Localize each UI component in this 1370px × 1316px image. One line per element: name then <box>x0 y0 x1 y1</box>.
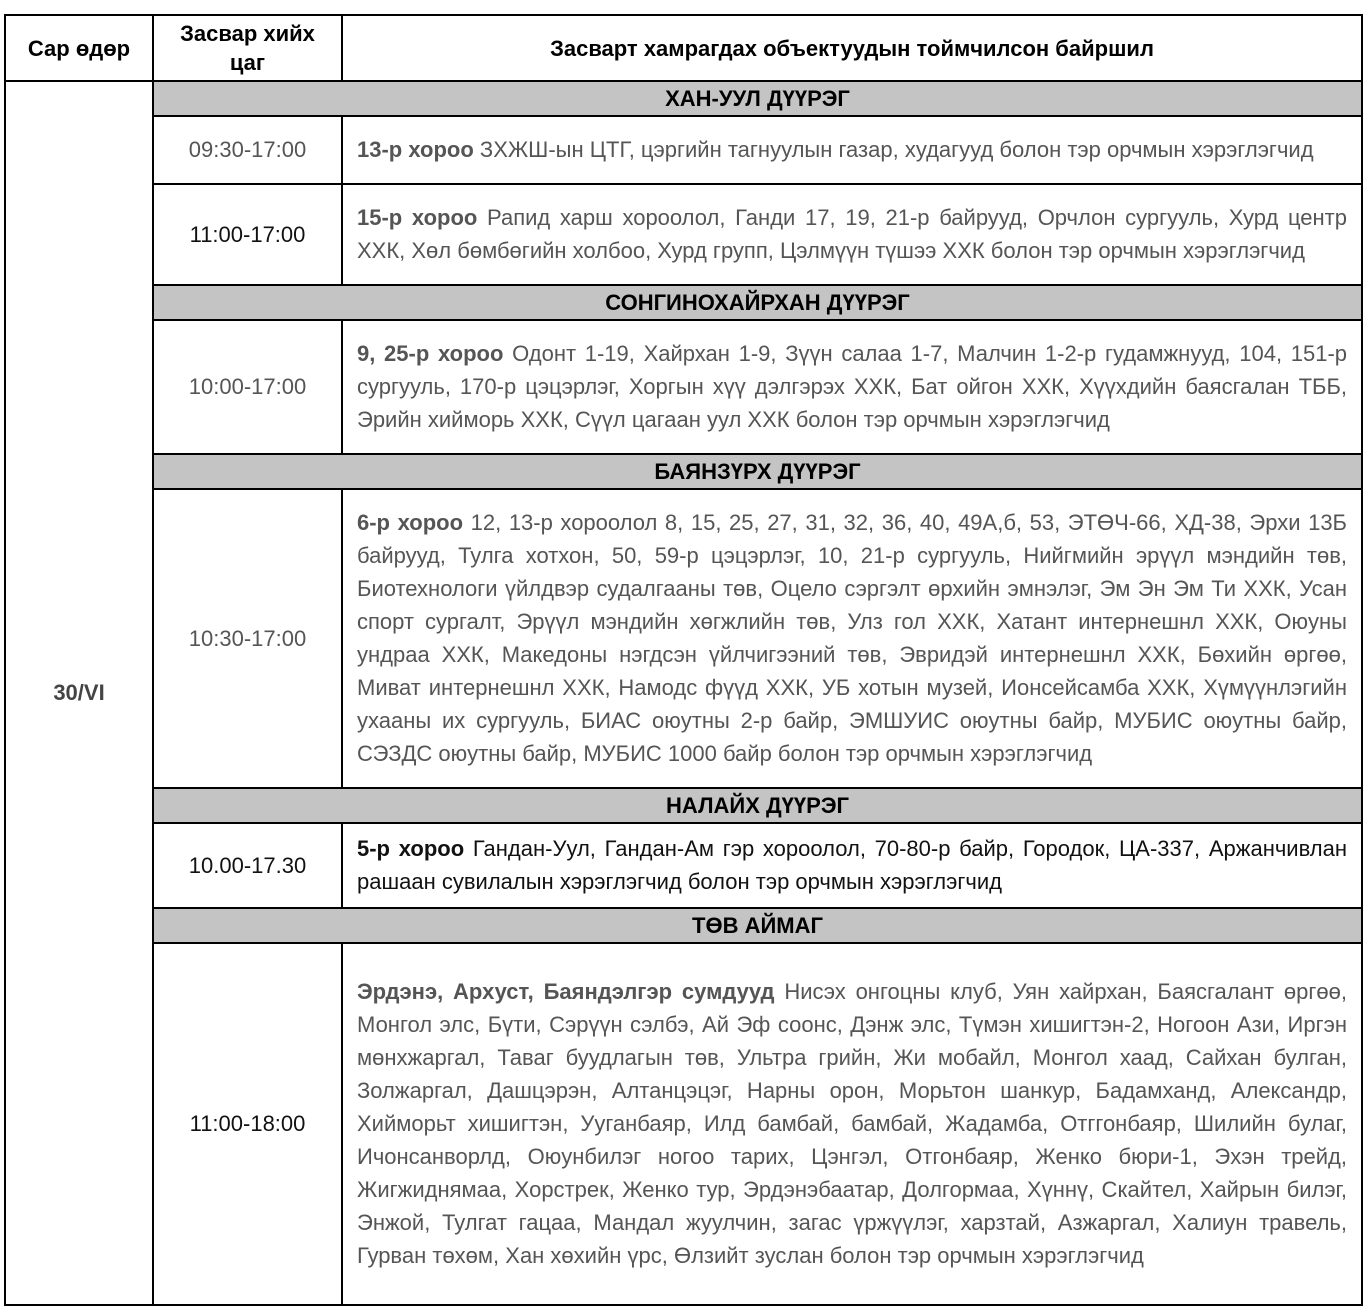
header-time: Засвар хийх цаг <box>153 15 342 81</box>
time-cell: 09:30-17:00 <box>153 116 342 184</box>
district-row <box>5 454 1362 489</box>
header-location: Засварт хамрагдах объектуудын тоймчилсон байршил <box>342 15 1362 81</box>
location-cell <box>342 116 1362 184</box>
location-text: Нисэх онгоцны клуб, Уян хайрхан, Баясгалант өргөө, Монгол элс, Бүти, Сэрүүн сэлбэ, Ай Эф соонс, Дэнж элс, Түмэн хишигтэн-2, Ногоон Ази, Иргэн мөнхжаргал, Таваг буудлагын төв, Ультра грийн, Жи мобайл, Монгол хаад, Сайхан булган, Золжаргал, Дашцэрэн, Алтанцэцэг, Нарны орон, Морьтон шанкур, Бадамханд, Александр, Хийморьт хишигтэн, Ууганбаяр, Илд бамбай, бамбай, Жадамба, Отггонбаяр, Шилийн булаг, Ичонсанворлд, Оюунбилэг ногоо тарих, Цэнгэл, Отгонбаяр, Женко бюри-1, Эхэн трейд, Жигжиднямаа, Хорстрек, Женко тур, Эрдэнэбаатар, Долгормаа, Хүннү, Скайтел, Хайрын билэг, Энжой, Тулгат гацаа, Мандал жуулчин, загас үржүүлэг, харзтай, Азжаргал, Халиун травель, Гурван төхөм, Хан хөхийн үрс, Өлзийт зуслан болон тэр орчмын хэрэглэгчид <box>357 979 1348 1268</box>
time-cell: 11:00-18:00 <box>153 943 342 1305</box>
district-name: ТӨВ АЙМАГ <box>153 908 1362 943</box>
khoroo-label: 13-р хороо <box>357 137 474 162</box>
table-row <box>5 320 1362 454</box>
khoroo-label: 9, 25-р хороо <box>357 341 504 366</box>
location-text: 12, 13-р хороолол 8, 15, 25, 27, 31, 32, 36, 40, 49А,б, 53, ЭТӨЧ-66, ХД-38, Эрхи 13Б байрууд, Тулга хотхон, 50, 59-р цэцэрлэг, 10, 21-р сургууль, Нийгмийн эрүүл мэндийн төв, Биотехнологи үйлдвэр судалгааны төв, Оцело сэргэлт өрхийн эмнэлэг, Эм Эн Эм Ти ХХК, Усан спорт сургалт, Эрүүл мэндийн хөгжлийн төв, Улз гол ХХК, Хатант интернешнл ХХК, Оюуны ундраа ХХК, Македоны нэгдсэн үйлчигээний төв, Эвридэй интернешнл ХХК, Бөхийн өргөө, Миват интернешнл ХХК, Намодс фүүд ХХК, УБ хотын музей, Ионсейсамба ХХК, Хүмүүнлэгийн ухааны их сургууль, БИАС оюутны 2-р байр, ЭМШУИС оюутны байр, МУБИС оюутны байр, СЭЗДС оюутны байр, МУБИС 1000 байр болон тэр орчмын хэрэглэгчид <box>357 510 1347 766</box>
district-name: БАЯНЗҮРХ ДҮҮРЭГ <box>153 454 1362 489</box>
time-cell: 10:30-17:00 <box>153 489 342 788</box>
khoroo-label: 5-р хороо <box>357 836 465 861</box>
schedule-table <box>4 14 1363 1306</box>
district-name: НАЛАЙХ ДҮҮРЭГ <box>153 788 1362 823</box>
time-cell: 10:00-17:00 <box>153 320 342 454</box>
district-row <box>5 908 1362 943</box>
time-cell: 11:00-17:00 <box>153 184 342 285</box>
table-row <box>5 943 1362 1305</box>
table-row <box>5 489 1362 788</box>
date-cell: 30/VI <box>5 81 153 1305</box>
location-cell <box>342 943 1362 1305</box>
table-row <box>5 184 1362 285</box>
location-cell <box>342 489 1362 788</box>
location-text: ЗХЖШ-ын ЦТГ, цэргийн тагнуулын газар, худагууд болон тэр орчмын хэрэглэгчид <box>473 137 1314 162</box>
location-text: Гандан-Уул, Гандан-Ам гэр хороолол, 70-80-р байр, Городок, ЦА-337, Аржанчивлан рашаан сувилалын хэрэглэгчид болон тэр орчмын хэрэглэгчид <box>357 836 1347 894</box>
location-text: Одонт 1-19, Хайрхан 1-9, Зүүн салаа 1-7, Малчин 1-2-р гудамжнууд, 104, 151-р сургууль, 170-р цэцэрлэг, Хоргын хүү дэлгэрэх ХХК, Бат ойгон ХХК, Хүүхдийн баясгалан ТББ, Эрийн хийморь ХХК, Сүүл цагаан уул ХХК болон тэр орчмын хэрэглэгчид <box>357 341 1348 432</box>
time-cell: 10.00-17.30 <box>153 823 342 908</box>
khoroo-label: 6-р хороо <box>357 510 464 535</box>
khoroo-label: Эрдэнэ, Архуст, Баяндэлгэр сумдууд <box>357 979 775 1004</box>
khoroo-label: 15-р хороо <box>357 205 478 230</box>
outage-schedule <box>4 14 1361 1306</box>
location-cell <box>342 184 1362 285</box>
table-row <box>5 823 1362 908</box>
district-row <box>5 285 1362 320</box>
location-text: Рапид харш хороолол, Ганди 17, 19, 21-р байрууд, Орчлон сургууль, Хурд центр ХХК, Хөл бөмбөгийн холбоо, Хурд групп, Цэлмүүн түшээ ХХК болон тэр орчмын хэрэглэгчид <box>357 205 1347 263</box>
district-name: ХАН-УУЛ ДҮҮРЭГ <box>153 81 1362 116</box>
table-row <box>5 116 1362 184</box>
district-row <box>5 81 1362 116</box>
district-row <box>5 788 1362 823</box>
location-cell <box>342 823 1362 908</box>
header-date: Сар өдөр <box>5 15 153 81</box>
header-row <box>5 15 1362 81</box>
district-name: СОНГИНОХАЙРХАН ДҮҮРЭГ <box>153 285 1362 320</box>
location-cell <box>342 320 1362 454</box>
